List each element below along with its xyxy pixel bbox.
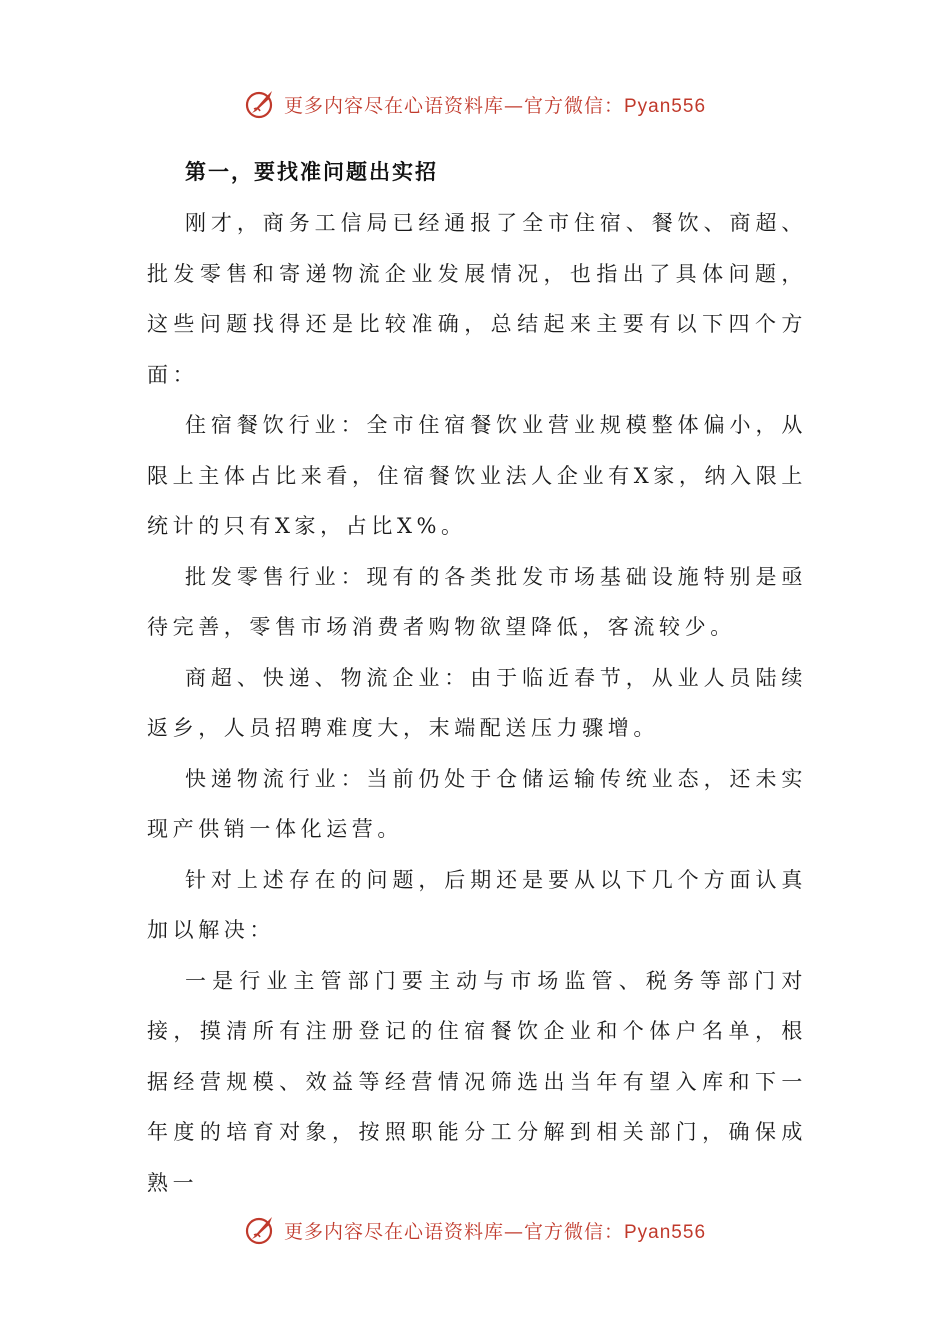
banner-main-text: 更多内容尽在心语资料库—官方微信：: [283, 1220, 624, 1243]
footer-watermark-banner: [0, 1210, 950, 1250]
header-watermark-banner: [0, 84, 950, 124]
paragraph: 针对上述存在的问题，后期还是要从以下几个方面认真加以解决：: [147, 867, 807, 942]
banner-wechat-id: Pyan556: [624, 1221, 707, 1243]
banner-wechat-id: Pyan556: [624, 95, 707, 117]
document-body: [147, 148, 807, 1208]
quill-pen-logo-icon: [244, 87, 278, 121]
paragraph: 住宿餐饮行业：全市住宿餐饮业营业规模整体偏小，从限上主体占比来看，住宿餐饮业法人企业有X家，纳入限上统计的只有X家，占比X%。: [147, 413, 807, 538]
paragraph: 刚才，商务工信局已经通报了全市住宿、餐饮、商超、批发零售和寄递物流企业发展情况，也指出了具体问题，这些问题找得还是比较准确，总结起来主要有以下四个方面：: [147, 211, 807, 387]
quill-pen-logo-icon: [244, 1213, 278, 1247]
paragraph: 一是行业主管部门要主动与市场监管、税务等部门对接，摸清所有注册登记的住宿餐饮企业和个体户名单，根据经营规模、效益等经营情况筛选出当年有望入库和下一年度的培育对象，按照职能分工分解到相关部门，确保成熟一: [147, 968, 807, 1195]
paragraph: 快递物流行业：当前仍处于仓储运输传统业态，还未实现产供销一体化运营。: [147, 766, 807, 841]
banner-main-text: 更多内容尽在心语资料库—官方微信：: [283, 94, 624, 117]
banner-text: [284, 1217, 706, 1244]
section-heading: 第一，要找准问题出实招: [185, 160, 438, 184]
paragraph: 商超、快递、物流企业：由于临近春节，从业人员陆续返乡，人员招聘难度大，末端配送压力骤增。: [147, 665, 807, 740]
banner-text: [284, 91, 706, 118]
paragraph: 批发零售行业：现有的各类批发市场基础设施特别是亟待完善，零售市场消费者购物欲望降低，客流较少。: [147, 564, 807, 639]
